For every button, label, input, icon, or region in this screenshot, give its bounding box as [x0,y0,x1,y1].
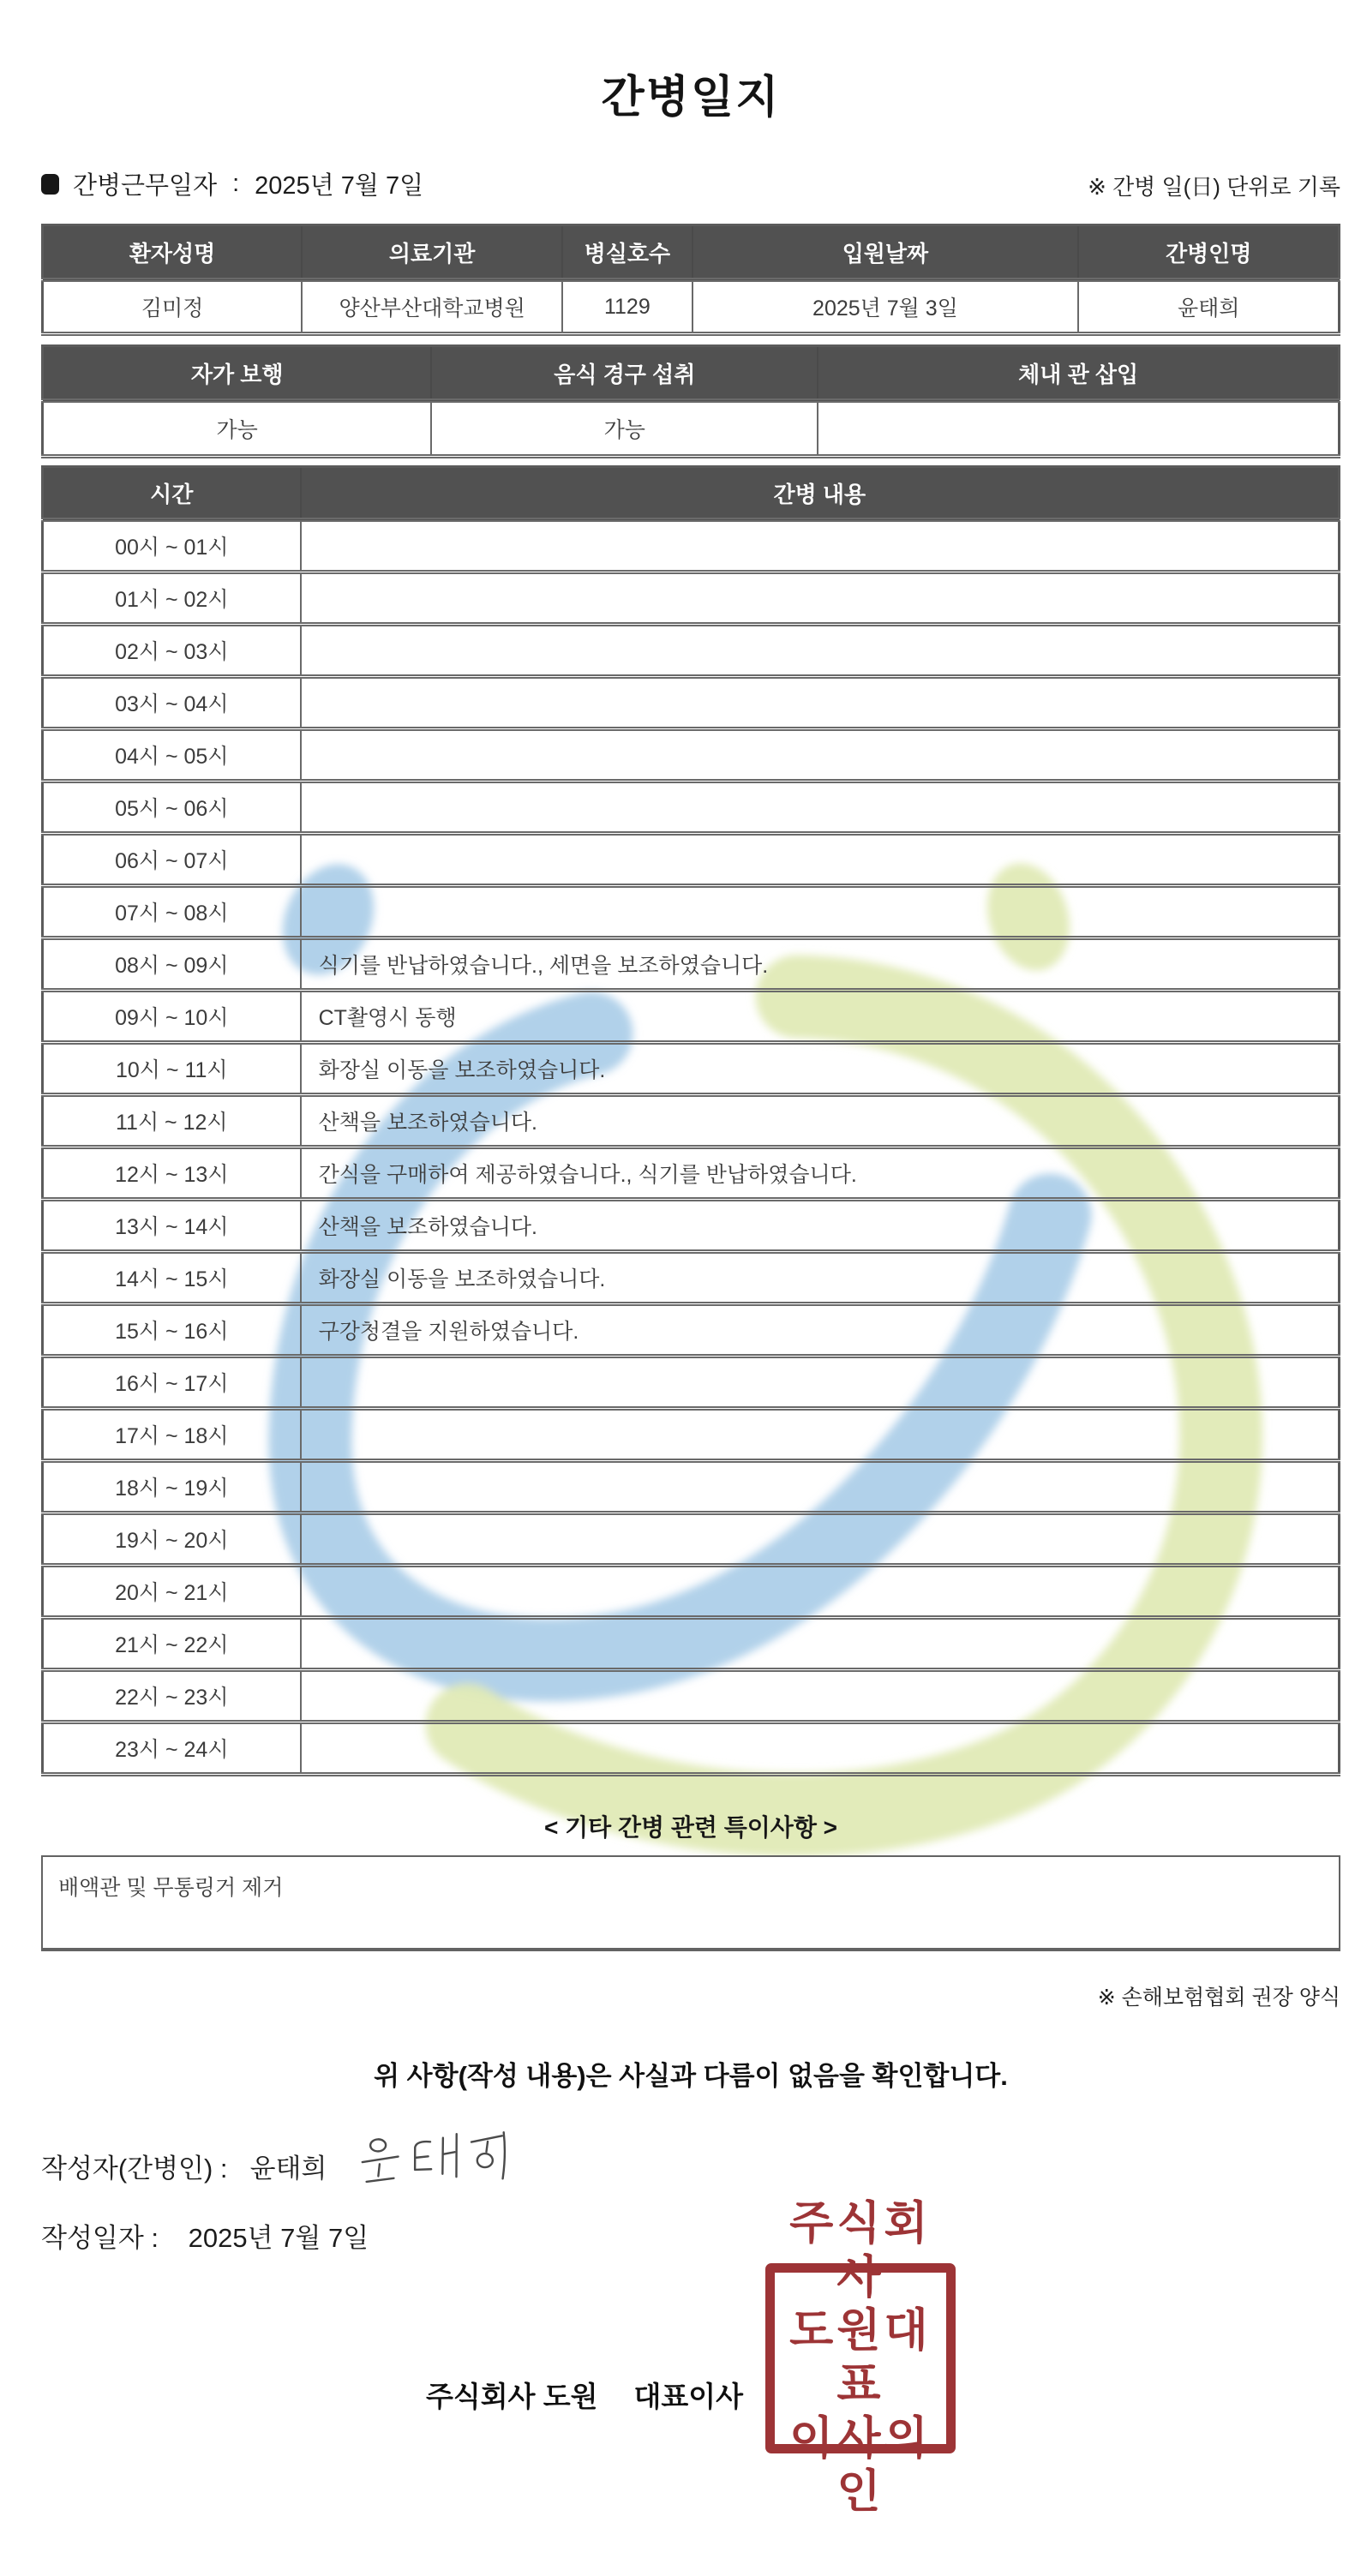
col-header-caregiver: 간병인명 [1078,225,1339,280]
hour-time-cell: 07시 ~ 08시 [43,886,301,938]
hour-time-cell: 15시 ~ 16시 [43,1304,301,1357]
hour-row [43,1618,1340,1670]
patient-name-cell: 김미정 [43,280,303,334]
hour-time-cell: 04시 ~ 05시 [43,729,301,782]
col-header-time: 시간 [43,467,301,520]
hour-time-cell: 10시 ~ 11시 [43,1043,301,1095]
col-header-oral-intake: 음식 경구 섭취 [431,346,818,401]
writer-row [41,2132,1340,2199]
handwritten-signature [355,2129,520,2203]
hour-time-cell: 03시 ~ 04시 [43,677,301,729]
care-journal-page [41,73,1340,2518]
hour-row [43,625,1340,677]
written-date-label: 작성일자 : [41,2223,159,2253]
hour-row [43,572,1340,625]
hour-time-cell: 06시 ~ 07시 [43,834,301,886]
status-data-row [43,401,1340,457]
hour-time-cell: 09시 ~ 10시 [43,991,301,1043]
hour-care-content-cell [301,1566,1340,1618]
work-date-line [41,166,423,201]
hour-row [43,729,1340,782]
hour-row [43,520,1340,572]
extra-section-heading: < 기타 간병 관련 특이사항 > [543,1814,838,1841]
company-name: 주식회사 도원 [426,2381,598,2412]
work-date-row [41,166,1340,201]
hour-row [43,782,1340,834]
hospital-cell: 양산부산대학교병원 [302,280,562,334]
room-number-cell: 1129 [562,280,692,334]
hour-care-content-cell: 화장실 이동을 보조하였습니다. [301,1043,1340,1095]
hour-row [43,1722,1340,1775]
hour-time-cell: 13시 ~ 14시 [43,1200,301,1252]
extra-note-text: 배액관 및 무통링거 제거 [58,1876,284,1900]
patient-info-header-row [43,225,1340,280]
hour-care-content-cell [301,782,1340,834]
hour-row [43,1200,1340,1252]
hour-row [43,938,1340,991]
patient-status-table [41,344,1340,458]
hour-row [43,991,1340,1043]
work-date-separator: : [232,170,240,197]
hour-row [43,1304,1340,1357]
ceo-label: 대표이사 [633,2381,743,2412]
hour-care-content-cell [301,729,1340,782]
col-header-tube-insertion: 체내 관 삽입 [818,346,1339,401]
hour-time-cell: 23시 ~ 24시 [43,1722,301,1775]
hour-care-content-cell [301,1618,1340,1670]
hour-care-content-cell [301,677,1340,729]
patient-info-table [41,224,1340,336]
unit-note: ※ 간병 일(日) 단위로 기록 [1088,174,1340,200]
hour-care-content-cell: CT촬영시 동행 [301,991,1340,1043]
hour-row [43,677,1340,729]
written-date-value: 2025년 7월 7일 [188,2223,369,2253]
hours-header-row [43,467,1340,520]
hourly-care-table [41,465,1340,1776]
hour-time-cell: 20시 ~ 21시 [43,1566,301,1618]
hour-care-content-cell: 산책을 보조하였습니다. [301,1200,1340,1252]
hour-care-content-cell: 식기를 반납하였습니다., 세면을 보조하였습니다. [301,938,1340,991]
tube-insertion-cell [818,401,1339,457]
admission-date-cell: 2025년 7월 3일 [692,280,1079,334]
stamp-line-2: 도원대표 [789,2305,932,2410]
hour-time-cell: 19시 ~ 20시 [43,1513,301,1566]
hour-care-content-cell: 화장실 이동을 보조하였습니다. [301,1252,1340,1304]
hour-row [43,1461,1340,1513]
col-header-care-content: 간병 내용 [301,467,1340,520]
confirmation-statement: 위 사항(작성 내용)은 사실과 다름이 없음을 확인합니다. [374,2061,1008,2091]
writer-label: 작성자(간병인) : [41,2153,228,2184]
written-date-row [41,2216,1340,2255]
hour-time-cell: 12시 ~ 13시 [43,1147,301,1200]
oral-intake-cell: 가능 [431,401,818,457]
hour-care-content-cell: 구강청결을 지원하였습니다. [301,1304,1340,1357]
corporate-seal-stamp [765,2198,956,2518]
hour-row [43,1566,1340,1618]
hour-care-content-cell [301,1722,1340,1775]
hour-care-content-cell [301,1670,1340,1722]
hour-row [43,886,1340,938]
hour-care-content-cell [301,834,1340,886]
hour-time-cell: 16시 ~ 17시 [43,1357,301,1409]
col-header-admission-date: 입원날짜 [692,225,1079,280]
stamp-line-1: 주식회사 [789,2198,932,2303]
hour-row [43,1147,1340,1200]
work-date-label: 간병근무일자 [73,172,218,200]
hour-care-content-cell [301,1461,1340,1513]
hour-time-cell: 01시 ~ 02시 [43,572,301,625]
hour-row [43,834,1340,886]
hours-tbody [43,520,1340,1775]
hour-row [43,1252,1340,1304]
hour-care-content-cell [301,1513,1340,1566]
hour-time-cell: 00시 ~ 01시 [43,520,301,572]
hour-care-content-cell [301,1357,1340,1409]
hour-row [43,1357,1340,1409]
work-date-value: 2025년 7월 7일 [255,172,424,200]
hour-row [43,1095,1340,1147]
page-title: 간병일지 [601,73,781,123]
col-header-patient-name: 환자성명 [43,225,303,280]
stamp-line-3: 이사의인 [789,2412,932,2518]
col-header-hospital: 의료기관 [302,225,562,280]
caregiver-name-cell: 윤태희 [1078,280,1339,334]
patient-info-data-row [43,280,1340,334]
hour-care-content-cell [301,572,1340,625]
hour-row [43,1513,1340,1566]
hour-time-cell: 17시 ~ 18시 [43,1409,301,1461]
square-bullet-icon [41,174,59,195]
company-ceo-line [426,2263,743,2415]
hour-time-cell: 05시 ~ 06시 [43,782,301,834]
hour-row [43,1670,1340,1722]
hour-care-content-cell: 산책을 보조하였습니다. [301,1095,1340,1147]
hour-care-content-cell [301,886,1340,938]
hour-time-cell: 21시 ~ 22시 [43,1618,301,1670]
writer-name: 윤태희 [249,2153,327,2184]
hour-time-cell: 18시 ~ 19시 [43,1461,301,1513]
hour-row [43,1043,1340,1095]
hour-time-cell: 22시 ~ 23시 [43,1670,301,1722]
hour-care-content-cell: 간식을 구매하여 제공하였습니다., 식기를 반납하였습니다. [301,1147,1340,1200]
hour-care-content-cell [301,1409,1340,1461]
hour-care-content-cell [301,520,1340,572]
hour-time-cell: 08시 ~ 09시 [43,938,301,991]
col-header-self-walking: 자가 보행 [43,346,432,401]
status-header-row [43,346,1340,401]
col-header-room: 병실호수 [562,225,692,280]
hour-row [43,1409,1340,1461]
self-walking-cell: 가능 [43,401,432,457]
hour-time-cell: 14시 ~ 15시 [43,1252,301,1304]
hour-time-cell: 11시 ~ 12시 [43,1095,301,1147]
hour-time-cell: 02시 ~ 03시 [43,625,301,677]
form-recommendation-note: ※ 손해보험협회 권장 양식 [1097,1986,1340,2010]
extra-note-box [41,1855,1340,1951]
hour-care-content-cell [301,625,1340,677]
